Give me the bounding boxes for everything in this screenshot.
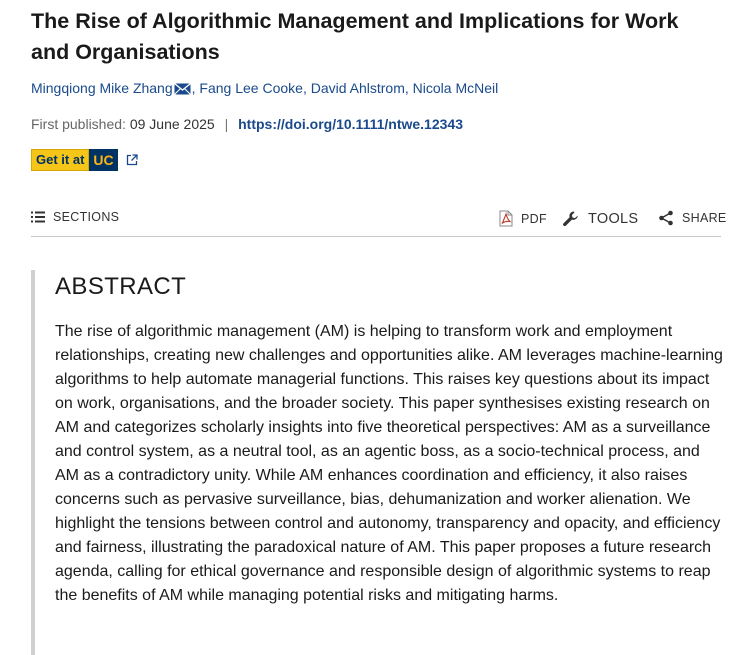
pdf-label: PDF <box>521 211 547 226</box>
author-separator: , <box>404 80 413 96</box>
sections-label: SECTIONS <box>53 210 120 224</box>
author-link-4[interactable]: Nicola McNeil <box>412 80 499 96</box>
author-link-2[interactable]: Fang Lee Cooke <box>199 80 303 96</box>
article-toolbar <box>31 204 727 237</box>
external-link-icon[interactable] <box>126 154 138 166</box>
share-label: SHARE <box>682 211 727 225</box>
tools-button[interactable] <box>562 210 638 228</box>
doi-link[interactable]: https://doi.org/10.1111/ntwe.12343 <box>238 116 463 132</box>
share-button[interactable] <box>658 210 727 226</box>
tools-label: TOOLS <box>588 211 639 227</box>
share-icon <box>658 210 674 226</box>
author-list <box>31 80 498 98</box>
author-link-1[interactable]: Mingqiong Mike Zhang <box>31 80 173 96</box>
article-title: The Rise of Algorithmic Management and Implications for Work and Organisations <box>31 9 679 64</box>
author-link-3[interactable]: David Ahlstrom <box>310 80 405 96</box>
publication-info <box>31 116 463 132</box>
author-separator: , <box>302 80 311 96</box>
pdf-icon <box>499 210 513 227</box>
abstract-text: The rise of algorithmic management (AM) is helping to transform work and employment relationships, creating new challenges and opportunities alike. AM leverages machine-learning algorithms to help automate managerial functions. This raises key questions about its impact on work, organisations, and the broader society. This paper synthesises existing research on AM and categorizes scholarly insights into five theoretical perspectives: AM as a surveillance and control system, as a neutral tool, as an agentic boss, as a socio-technical process, and AM as a contradictory unity. While AM enhances coordination and efficiency, it also raises concerns such as pervasive surveillance, bias, dehumanization and worker alienation. We highlight the tensions between control and autonomy, transparency and opacity, and efficiency and fairness, illustrating the paradoxical nature of AM. This paper proposes a future research agenda, calling for ethical governance and responsible design of algorithmic systems to reap the benefits of AM while managing potential risks and mitigating harms. <box>55 323 723 604</box>
info-separator: | <box>224 116 229 132</box>
wrench-icon <box>562 210 580 228</box>
get-it-label: Get it at <box>31 149 89 171</box>
get-it-at-uc-button[interactable] <box>31 148 138 172</box>
abstract-heading: ABSTRACT <box>55 273 187 300</box>
uc-badge: UC <box>89 149 117 171</box>
list-icon <box>31 211 45 223</box>
first-published-date: 09 June 2025 <box>129 116 215 132</box>
author-separator: , <box>191 80 200 96</box>
abstract-section <box>31 270 725 655</box>
email-icon[interactable] <box>174 82 191 98</box>
pdf-button[interactable] <box>499 210 547 227</box>
first-published-label: First published: <box>31 116 126 132</box>
sections-menu-button[interactable] <box>31 210 119 224</box>
